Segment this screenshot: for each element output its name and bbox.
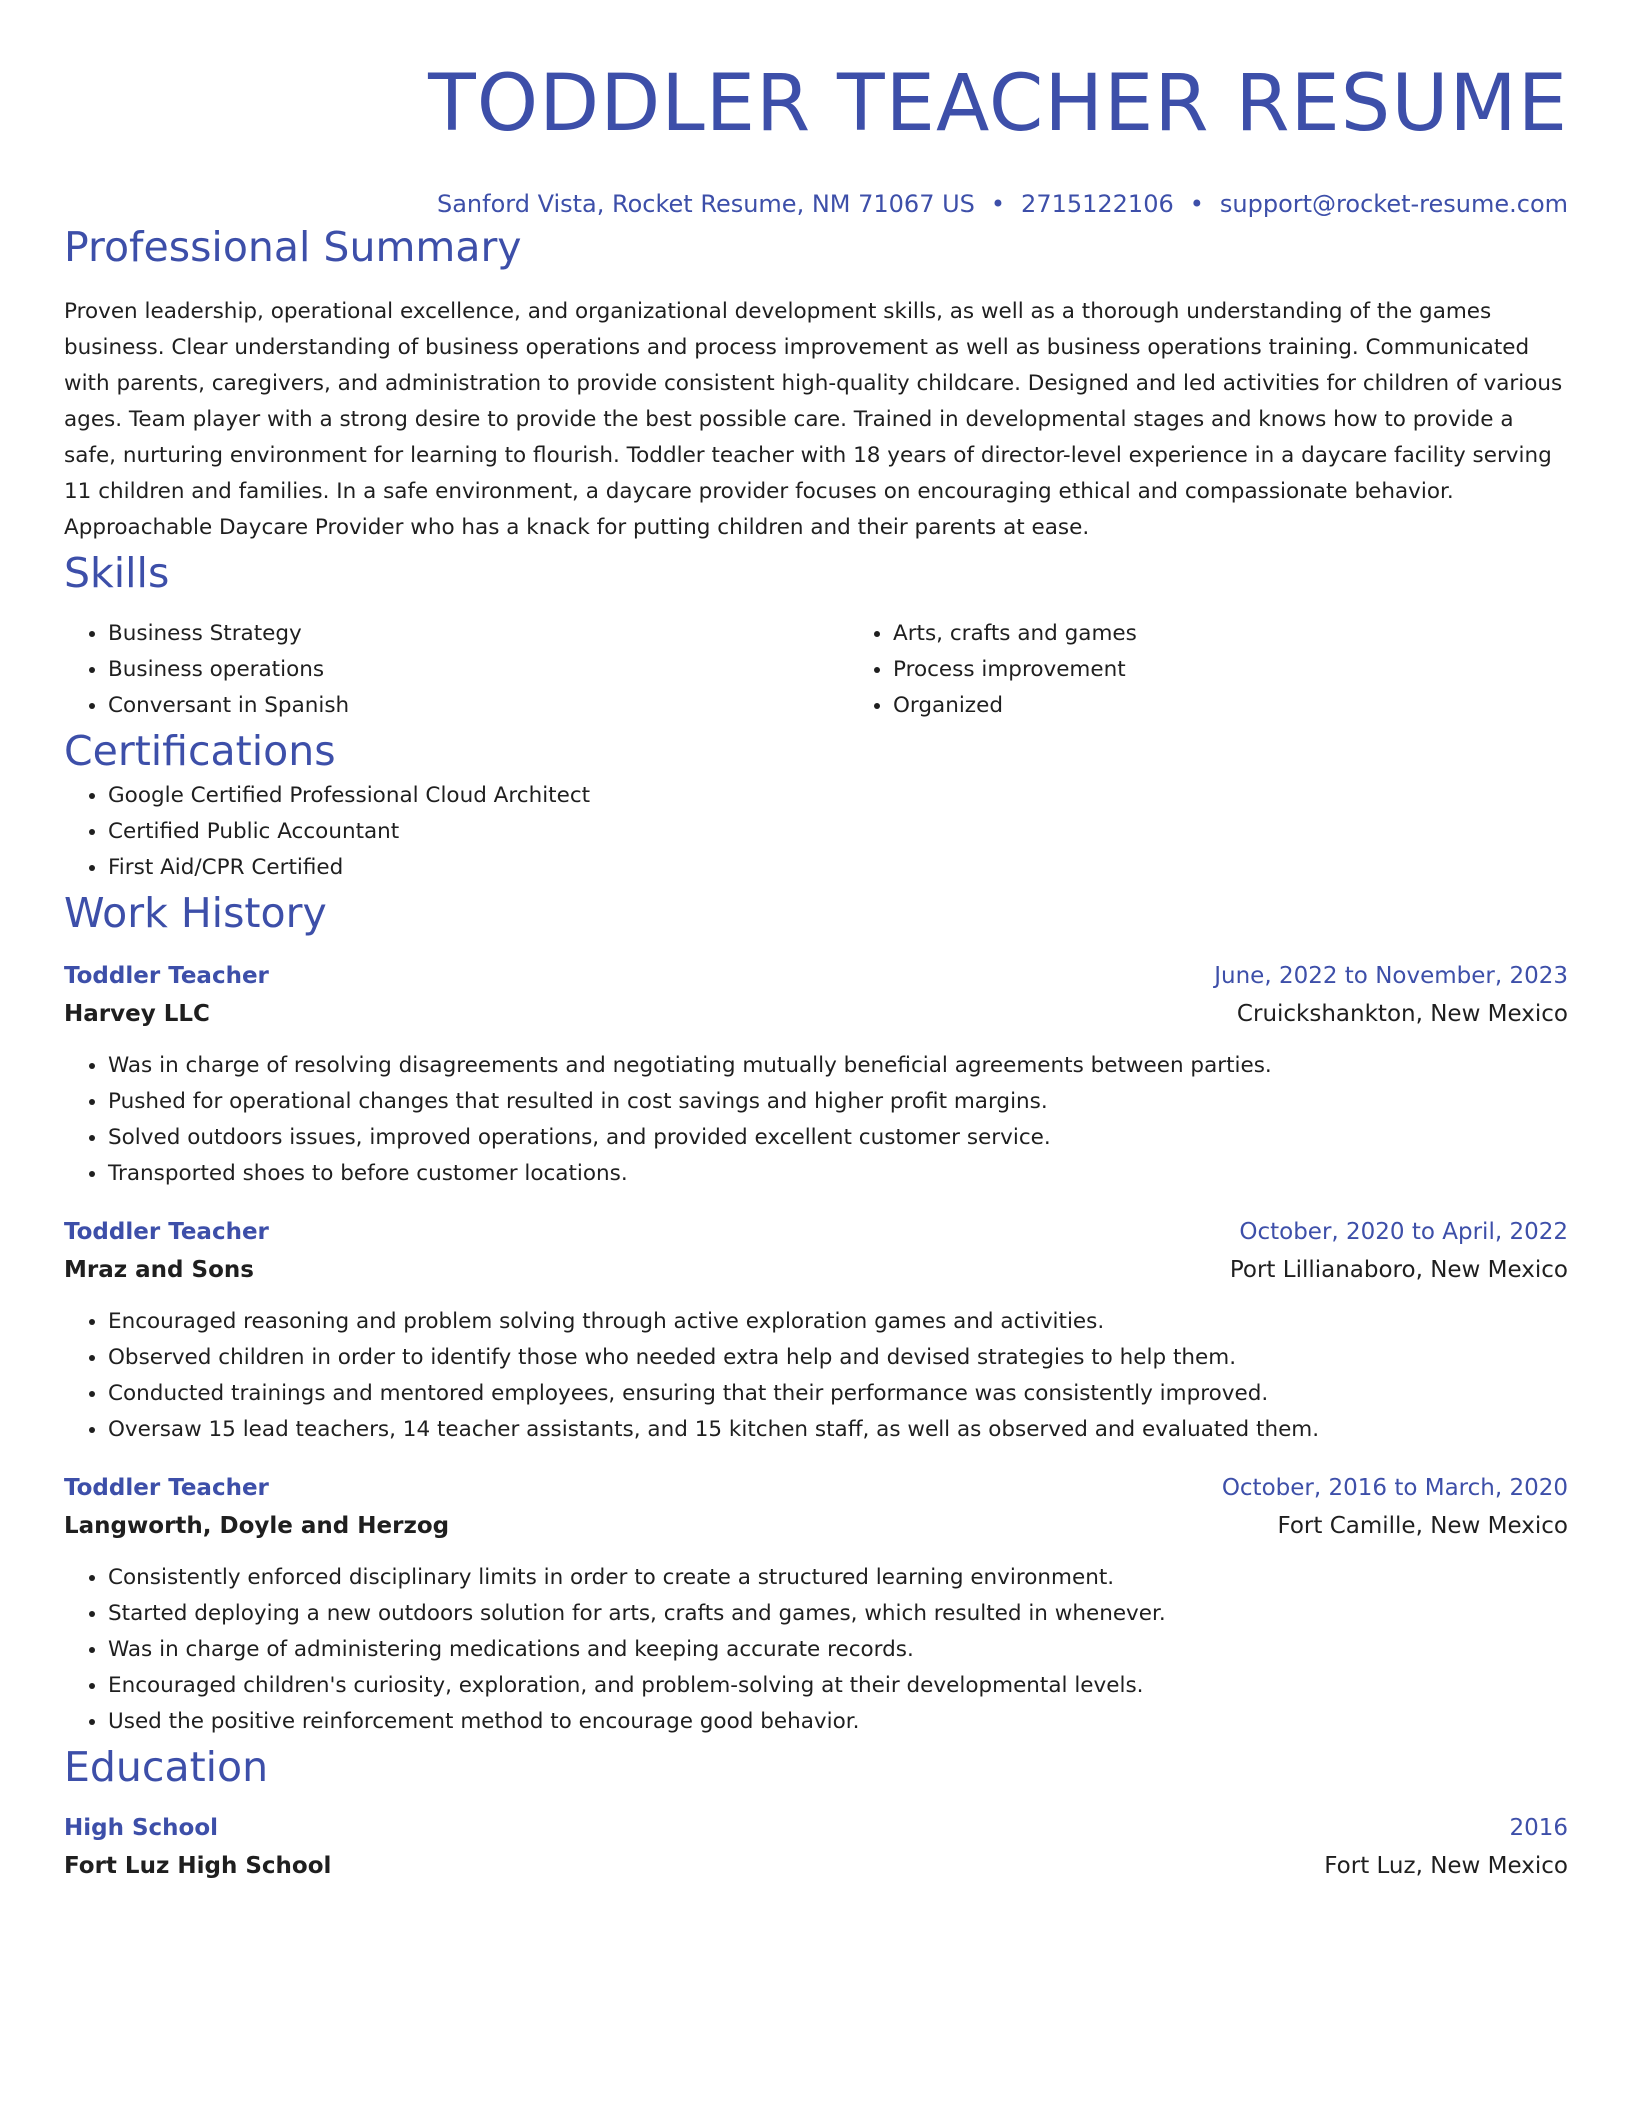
skills-heading: Skills	[64, 549, 170, 597]
job-bullet: • Transported shoes to before customer locations.	[108, 1156, 1568, 1192]
contact-phone: 2715122106	[1021, 190, 1174, 218]
skills-column-right	[849, 616, 1632, 724]
job-bullet: • Encouraged reasoning and problem solving through active exploration games and activities.	[108, 1304, 1568, 1340]
summary-heading: Professional Summary	[64, 223, 522, 271]
skills-column-left	[64, 616, 849, 724]
education-degree: High School	[64, 1815, 219, 1841]
job-entry	[64, 1470, 1568, 1740]
job-bullet: • Conducted trainings and mentored employees, ensuring that their performance was consistently improved.	[108, 1376, 1568, 1412]
contact-email: support@rocket-resume.com	[1219, 190, 1568, 218]
contact-separator: •	[1189, 190, 1204, 218]
job-title: Toddler Teacher	[64, 1219, 269, 1245]
job-bullet: • Observed children in order to identify those who needed extra help and devised strategies to help them.	[108, 1340, 1568, 1376]
job-bullet: • Was in charge of administering medications and keeping accurate records.	[108, 1632, 1568, 1668]
job-bullet: • Consistently enforced disciplinary limits in order to create a structured learning environment.	[108, 1560, 1568, 1596]
job-location: Fort Camille, New Mexico	[1277, 1513, 1568, 1539]
job-dates: October, 2020 to April, 2022	[1239, 1219, 1568, 1245]
job-company: Harvey LLC	[64, 1001, 210, 1027]
job-bullet: • Solved outdoors issues, improved operations, and provided excellent customer service.	[108, 1120, 1568, 1156]
certification-item: • Google Certified Professional Cloud Architect	[108, 778, 1568, 814]
job-bullets	[64, 1304, 1568, 1448]
job-location: Cruickshankton, New Mexico	[1236, 1001, 1568, 1027]
resume-title: TODDLER TEACHER RESUME	[428, 59, 1568, 149]
job-title: Toddler Teacher	[64, 1475, 269, 1501]
job-bullet: • Pushed for operational changes that resulted in cost savings and higher profit margins.	[108, 1084, 1568, 1120]
certifications-heading: Certifications	[64, 727, 336, 775]
job-company: Langworth, Doyle and Herzog	[64, 1513, 450, 1539]
job-dates: June, 2022 to November, 2023	[1214, 963, 1568, 989]
skill-item: • Organized	[893, 688, 1632, 724]
job-bullet: • Started deploying a new outdoors solution for arts, crafts and games, which resulted in whenever.	[108, 1596, 1568, 1632]
education-entry	[64, 1810, 1568, 1886]
summary-text: Proven leadership, operational excellence, and organizational development skills, as well as a thorough understanding of the games business. Clear understanding of business operations and process improvement as well as business operations training. Communicated with parents, caregivers, and administration to provide consistent high-quality childcare. Designed and led activities for children of various ages. Team player with a strong desire to provide the best possible care. Trained in developmental stages and knows how to provide a safe, nurturing environment for learning to flourish. Toddler teacher with 18 years of director-level experience in a daycare facility serving 11 children and families. In a safe environment, a daycare provider focuses on encouraging ethical and compassionate behavior. Approachable Daycare Provider who has a knack for putting children and their parents at ease.	[64, 299, 1563, 540]
skill-item: • Arts, crafts and games	[893, 616, 1632, 652]
education-heading: Education	[64, 1743, 269, 1791]
job-company: Mraz and Sons	[64, 1257, 254, 1283]
education-year: 2016	[1509, 1815, 1568, 1841]
job-bullet: • Oversaw 15 lead teachers, 14 teacher assistants, and 15 kitchen staff, as well as observed and evaluated them.	[108, 1412, 1568, 1448]
skill-item: • Business operations	[108, 652, 849, 688]
work-history-heading: Work History	[64, 889, 327, 937]
skill-item: • Business Strategy	[108, 616, 849, 652]
skills-list	[64, 616, 1568, 724]
contact-line	[64, 188, 1568, 220]
skill-item: • Process improvement	[893, 652, 1632, 688]
job-bullets	[64, 1048, 1568, 1192]
job-bullet: • Encouraged children's curiosity, exploration, and problem-solving at their developmental levels.	[108, 1668, 1568, 1704]
job-entry	[64, 1214, 1568, 1448]
skill-item: • Conversant in Spanish	[108, 688, 849, 724]
job-title: Toddler Teacher	[64, 963, 269, 989]
education-school: Fort Luz High School	[64, 1853, 332, 1879]
job-entry	[64, 958, 1568, 1192]
job-bullet: • Was in charge of resolving disagreements and negotiating mutually beneficial agreements between parties.	[108, 1048, 1568, 1084]
education-location: Fort Luz, New Mexico	[1324, 1853, 1568, 1879]
certification-item: • Certified Public Accountant	[108, 814, 1568, 850]
certification-item: • First Aid/CPR Certified	[108, 850, 1568, 886]
contact-address: Sanford Vista, Rocket Resume, NM 71067 US	[436, 190, 975, 218]
job-bullet: • Used the positive reinforcement method to encourage good behavior.	[108, 1704, 1568, 1740]
job-location: Port Lillianaboro, New Mexico	[1229, 1257, 1568, 1283]
job-bullets	[64, 1560, 1568, 1740]
certifications-list	[64, 778, 1568, 886]
contact-separator: •	[990, 190, 1006, 218]
job-dates: October, 2016 to March, 2020	[1221, 1475, 1568, 1501]
